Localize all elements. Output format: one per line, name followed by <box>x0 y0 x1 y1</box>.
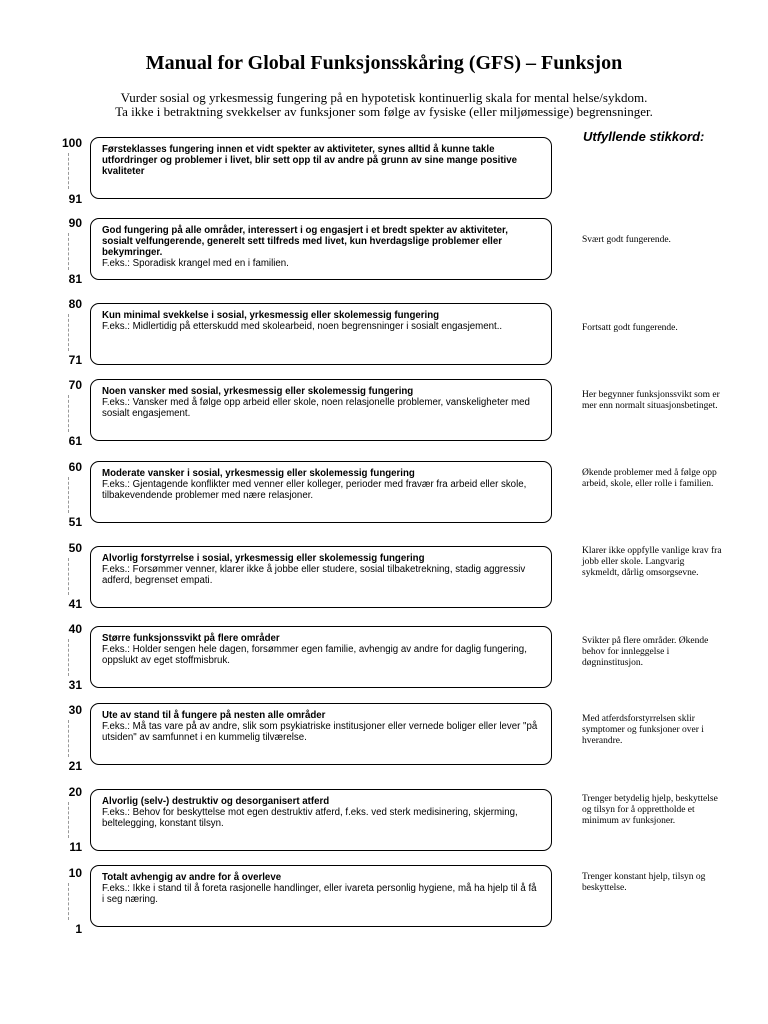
level-top-number: 100 <box>61 136 82 150</box>
scale-divider <box>68 314 69 351</box>
level-example: F.eks.: Ikke i stand til å foreta rasjonelle handlinger, eller ivareta personlig hygiene, må ha hjelp til å få i seg næring. <box>102 883 537 905</box>
level-bottom-number: 61 <box>68 434 82 448</box>
scale-divider <box>68 639 69 676</box>
level-box <box>90 626 552 688</box>
page-title: Manual for Global Funksjonsskåring (GFS) – Funksjon <box>145 52 623 74</box>
level-box <box>90 703 552 765</box>
subtitle <box>0 91 768 119</box>
level-bottom-number: 21 <box>68 759 82 773</box>
level-example: F.eks.: Må tas vare på av andre, slik som psykiatriske institusjoner eller vernede boliger eller lever "på utsiden" av samfunnet i en kummelig tilværelse. <box>102 721 538 743</box>
level-example: F.eks.: Forsømmer venner, klarer ikke å jobbe eller studere, sosial tilbaketrekning, stadig aggressiv adferd, begrenset empati. <box>102 564 526 586</box>
level-top-number: 40 <box>68 622 82 636</box>
subtitle-line-2: Ta ikke i betraktning svekkelser av funksjoner som følge av fysiske (eller miljømessige) begrensninger. <box>115 104 653 119</box>
scale-divider <box>68 395 69 432</box>
level-top-number: 80 <box>68 297 82 311</box>
level-bottom-number: 1 <box>75 922 82 936</box>
level-box <box>90 461 552 523</box>
level-example: F.eks.: Gjentagende konflikter med venner eller kolleger, perioder med fravær fra arbeid eller skole, tilbakevendende problemer med nære relasjoner. <box>102 479 527 501</box>
level-top-number: 30 <box>68 703 82 717</box>
side-note: Trenger konstant hjelp, tilsyn og beskyttelse. <box>582 872 706 893</box>
scale-divider <box>68 883 69 920</box>
level-box <box>90 865 552 927</box>
level-top-number: 10 <box>68 866 82 880</box>
level-heading: Totalt avhengig av andre for å overleve <box>102 872 282 883</box>
level-box <box>90 218 552 280</box>
side-note: Svikter på flere områder. Økende behov for innleggelse i døgninstitusjon. <box>582 636 709 668</box>
level-bottom-number: 31 <box>68 678 82 692</box>
level-heading: Førsteklasses fungering innen et vidt spekter av aktiviteter, synes alltid å kunne takle utfordringer og problemer i livet, blir sett opp til av andre på grunn av sine mange positive kvaliteter <box>102 144 518 177</box>
level-heading: God fungering på alle områder, interessert i og engasjert i et bredt spekter av aktiviteter, sosialt velfungerende, generelt sett tilfreds med livet, kun hverdagslige problemer eller bekymringer. <box>102 225 508 258</box>
level-heading: Kun minimal svekkelse i sosial, yrkesmessig eller skolemessig fungering <box>102 310 440 321</box>
level-bottom-number: 91 <box>68 192 82 206</box>
level-top-number: 70 <box>68 378 82 392</box>
scale-divider <box>68 477 69 513</box>
side-note: Med atferdsforstyrrelsen sklir symptomer og funksjoner over i hverandre. <box>582 714 704 746</box>
side-note: Trenger betydelig hjelp, beskyttelse og tilsyn for å opprettholde et minimum av funksjoner. <box>582 794 718 826</box>
level-example: F.eks.: Sporadisk krangel med en i familien. <box>102 258 289 269</box>
level-top-number: 20 <box>68 785 82 799</box>
scale-divider <box>68 802 69 838</box>
level-heading: Noen vansker med sosial, yrkesmessig eller skolemessig fungering <box>102 386 414 397</box>
scale-divider <box>68 720 69 757</box>
level-top-number: 50 <box>68 541 82 555</box>
side-note: Klarer ikke oppfylle vanlige krav fra jobb eller skole. Langvarig sykmeldt, dårlig omsorgsevne. <box>582 546 722 578</box>
level-heading: Alvorlig forstyrrelse i sosial, yrkesmessig eller skolemessig fungering <box>102 553 425 564</box>
level-bottom-number: 51 <box>68 515 82 529</box>
level-box <box>90 546 552 608</box>
level-box <box>90 303 552 365</box>
level-top-number: 60 <box>68 460 82 474</box>
level-example: F.eks.: Behov for beskyttelse mot egen destruktiv atferd, f.eks. ved sterk medisinering, skjerming, beltelegging, konstant tilsyn. <box>102 807 518 829</box>
side-heading: Utfyllende stikkord: <box>583 129 705 144</box>
level-top-number: 90 <box>68 216 82 230</box>
level-box <box>90 379 552 441</box>
side-note: Økende problemer med å følge opp arbeid, skole, eller rolle i familien. <box>582 468 717 489</box>
side-note: Her begynner funksjonssvikt som er mer enn normalt situasjonsbetinget. <box>582 390 720 411</box>
scale-divider <box>68 233 69 270</box>
level-example: F.eks.: Holder sengen hele dagen, forsømmer egen familie, avhengig av andre for daglig fungering, oppslukt av eget stoffmisbruk. <box>102 644 527 666</box>
side-note: Fortsatt godt fungerende. <box>582 323 678 333</box>
side-note: Svært godt fungerende. <box>582 235 671 245</box>
level-bottom-number: 71 <box>68 353 82 367</box>
level-heading: Større funksjonssvikt på flere områder <box>102 633 280 644</box>
level-bottom-number: 81 <box>68 272 82 286</box>
level-bottom-number: 41 <box>68 597 82 611</box>
level-heading: Ute av stand til å fungere på nesten alle områder <box>102 710 326 721</box>
level-heading: Moderate vansker i sosial, yrkesmessig eller skolemessig fungering <box>102 468 415 479</box>
level-example: F.eks.: Vansker med å følge opp arbeid eller skole, noen relasjonelle problemer, vanskeligheter med sosialt engasjement. <box>102 397 530 419</box>
level-box <box>90 789 552 851</box>
scale-divider <box>68 153 69 189</box>
level-heading: Alvorlig (selv-) destruktiv og desorganisert atferd <box>102 796 330 807</box>
level-example: F.eks.: Midlertidig på etterskudd med skolearbeid, noen begrensninger i sosialt engasjement.. <box>102 321 503 332</box>
scale-divider <box>68 558 69 595</box>
subtitle-line-1: Vurder sosial og yrkesmessig fungering på en hypotetisk kontinuerlig skala for mental helse/sykdom. <box>120 90 648 105</box>
level-bottom-number: 11 <box>69 840 82 854</box>
level-box <box>90 137 552 199</box>
